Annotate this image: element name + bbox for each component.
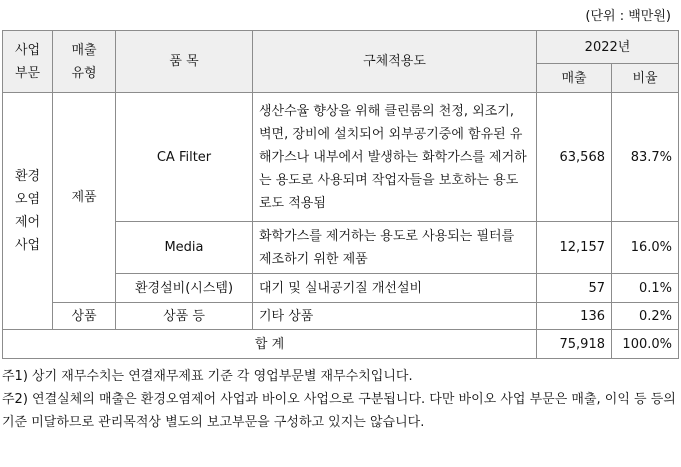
total-ratio: 100.0% xyxy=(612,330,679,359)
sales-type-goods: 상품 xyxy=(53,303,116,330)
header-row xyxy=(3,31,679,64)
item-cell: CA Filter xyxy=(116,93,253,222)
total-row xyxy=(3,330,679,359)
total-label: 합 계 xyxy=(3,330,537,359)
sales-cell: 63,568 xyxy=(537,93,612,222)
header-sales: 매출 xyxy=(537,64,612,93)
ratio-cell: 83.7% xyxy=(612,93,679,222)
sales-cell: 57 xyxy=(537,274,612,303)
item-cell: 환경설비(시스템) xyxy=(116,274,253,303)
header-sales-type: 매출 유형 xyxy=(53,31,116,93)
ratio-cell: 16.0% xyxy=(612,222,679,274)
ratio-cell: 0.2% xyxy=(612,303,679,330)
sales-cell: 136 xyxy=(537,303,612,330)
usage-cell: 화학가스를 제거하는 용도로 사용되는 필터를 제조하기 위한 제품 xyxy=(253,222,537,274)
total-sales: 75,918 xyxy=(537,330,612,359)
footnote-2: 주2) 연결실체의 매출은 환경오염제어 사업과 바이오 사업으로 구분됩니다. 다만 바이오 사업 부문은 매출, 이익 등 등의 기준 미달하므로 관리목적상 별도의 보고부문을 구성하고 있지는 않습니다. xyxy=(2,392,676,430)
footnotes xyxy=(2,365,680,434)
header-year: 2022년 xyxy=(537,31,679,64)
header-usage: 구체적용도 xyxy=(253,31,537,93)
header-ratio: 비율 xyxy=(612,64,679,93)
header-item: 품 목 xyxy=(116,31,253,93)
item-cell: Media xyxy=(116,222,253,274)
header-segment: 사업 부문 xyxy=(3,31,53,93)
sales-type-product: 제품 xyxy=(53,93,116,303)
usage-cell: 생산수율 향상을 위해 클린룸의 천정, 외조기, 벽면, 장비에 설치되어 외부공기중에 함유된 유해가스나 내부에서 발생하는 화학가스를 제거하는 용도로 사용되며 작업자들을 보호하는 용도로도 적용됨 xyxy=(253,93,537,222)
sales-table xyxy=(2,30,679,359)
table-row xyxy=(3,93,679,222)
sales-cell: 12,157 xyxy=(537,222,612,274)
usage-cell: 기타 상품 xyxy=(253,303,537,330)
footnote-1: 주1) 상기 재무수치는 연결재무제표 기준 각 영업부문별 재무수치입니다. xyxy=(2,369,413,384)
item-cell: 상품 등 xyxy=(116,303,253,330)
usage-cell: 대기 및 실내공기질 개선설비 xyxy=(253,274,537,303)
table-row xyxy=(3,303,679,330)
ratio-cell: 0.1% xyxy=(612,274,679,303)
segment-cell: 환경 오염 제어 사업 xyxy=(3,93,53,330)
unit-label: (단위 : 백만원) xyxy=(585,9,671,24)
